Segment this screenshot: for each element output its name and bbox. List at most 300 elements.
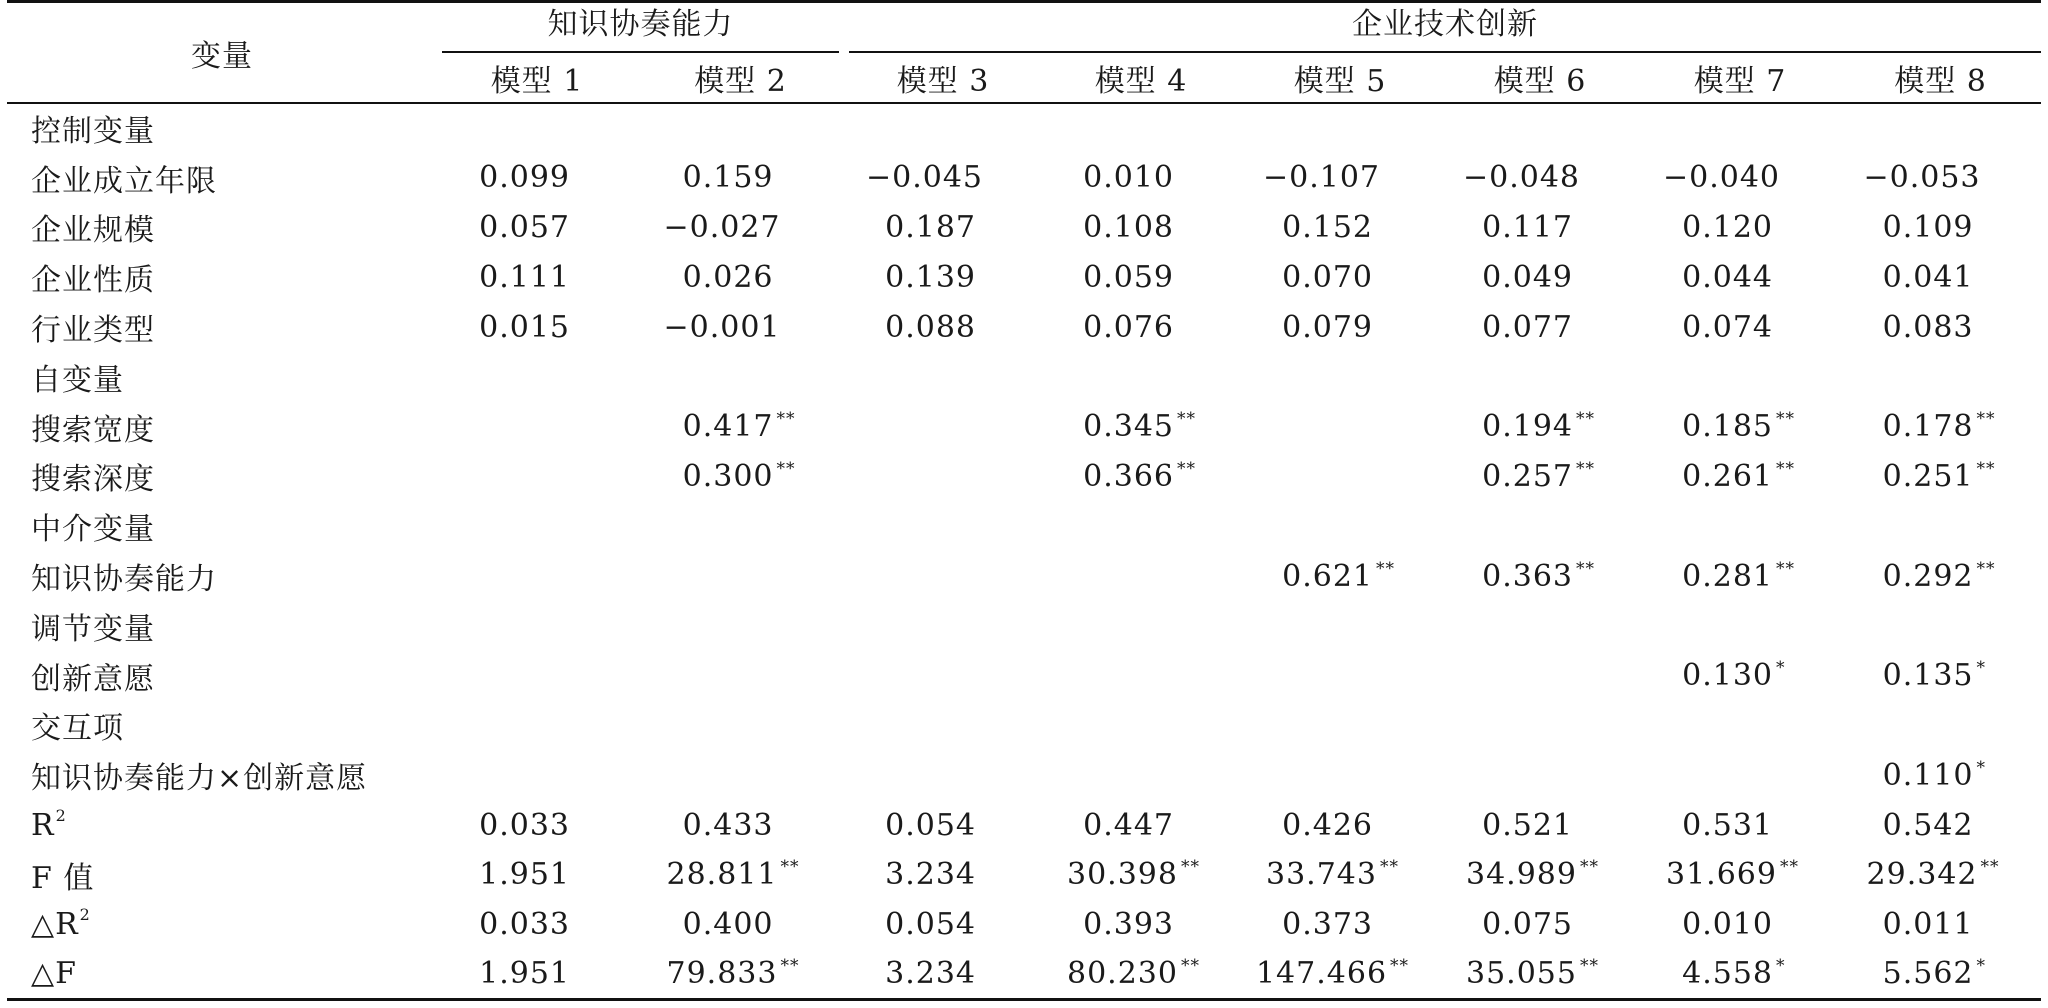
section-label: 自变量 xyxy=(31,362,124,398)
table-row xyxy=(7,950,2041,1000)
coefficient-value: 0.011 xyxy=(1882,907,1974,943)
cell-model-1 xyxy=(437,601,637,651)
coefficient-value: 0.083 xyxy=(1882,309,1974,345)
row-label: 企业规模 xyxy=(31,213,155,249)
cell-model-2 xyxy=(637,850,844,900)
cell-model-5 xyxy=(1240,900,1440,950)
table-row xyxy=(7,800,2041,850)
cell-model-2 xyxy=(637,651,844,701)
significance-marker: ** xyxy=(1576,409,1595,430)
row-label: 创新意愿 xyxy=(31,661,155,697)
cell-model-7 xyxy=(1640,900,1840,950)
row-label: $\triangle R^2$ xyxy=(31,905,91,943)
cell-model-1 xyxy=(437,701,637,751)
cell-model-3 xyxy=(844,551,1042,601)
cell-model-6 xyxy=(1440,850,1640,900)
significance-marker: ** xyxy=(1776,458,1795,479)
cell-model-4 xyxy=(1042,153,1240,203)
cell-model-3 xyxy=(844,302,1042,352)
cell-model-1 xyxy=(437,750,637,800)
row-label: 搜索深度 xyxy=(31,462,155,498)
coefficient-value: 147.466 xyxy=(1255,956,1388,992)
cell-model-8 xyxy=(1840,701,2041,751)
significance-marker: ** xyxy=(1379,857,1399,878)
cell-model-1 xyxy=(437,402,637,452)
cell-model-7 xyxy=(1640,850,1840,900)
coefficient-value: 31.669 xyxy=(1666,857,1777,893)
cell-model-1 xyxy=(437,302,637,352)
significance-marker: ** xyxy=(1576,458,1595,479)
cell-model-2 xyxy=(637,203,844,253)
coefficient-value: 0.135 xyxy=(1882,658,1974,694)
coefficient-value: 0.531 xyxy=(1682,807,1773,843)
model-header-3: 模型 3 xyxy=(844,53,1042,103)
regression-results-table xyxy=(7,0,2041,1001)
cell-model-3 xyxy=(844,950,1042,1000)
coefficient-value: 0.185 xyxy=(1682,409,1773,445)
coefficient-value: 0.074 xyxy=(1682,309,1773,345)
section-label: 控制变量 xyxy=(31,114,155,150)
cell-model-2 xyxy=(637,701,844,751)
coefficient-value: 0.366 xyxy=(1083,458,1174,494)
coefficient-value: −0.040 xyxy=(1662,160,1781,196)
cell-model-7 xyxy=(1640,252,1840,302)
cell-model-1 xyxy=(437,800,637,850)
cell-model-3 xyxy=(844,153,1042,203)
cell-model-2 xyxy=(637,950,844,1000)
coefficient-value: 0.076 xyxy=(1083,309,1174,345)
section-row xyxy=(7,701,2041,751)
coefficient-value: −0.053 xyxy=(1863,160,1981,196)
cell-model-6 xyxy=(1440,800,1640,850)
cell-model-4 xyxy=(1042,352,1240,402)
coefficient-value: −0.001 xyxy=(663,309,781,345)
cell-model-5 xyxy=(1240,701,1440,751)
cell-model-4 xyxy=(1042,203,1240,253)
cell-model-5 xyxy=(1240,501,1440,551)
row-label: 行业类型 xyxy=(31,313,155,349)
coefficient-value: 0.117 xyxy=(1482,209,1573,245)
row-label: 知识协奏能力 xyxy=(31,562,217,598)
coefficient-value: 0.300 xyxy=(682,458,774,494)
coefficient-value: 0.400 xyxy=(682,907,774,943)
coefficient-value: 0.033 xyxy=(479,807,570,843)
cell-model-5 xyxy=(1240,302,1440,352)
cell-model-2 xyxy=(637,452,844,502)
cell-model-2 xyxy=(637,551,844,601)
cell-model-3 xyxy=(844,352,1042,402)
cell-model-2 xyxy=(637,601,844,651)
cell-model-1 xyxy=(437,452,637,502)
cell-model-2 xyxy=(637,402,844,452)
cell-model-8 xyxy=(1840,452,2041,502)
cell-model-8 xyxy=(1840,153,2041,203)
coefficient-value: 4.558 xyxy=(1682,956,1773,992)
cell-model-3 xyxy=(844,601,1042,651)
table-row xyxy=(7,850,2041,900)
cell-model-2 xyxy=(637,252,844,302)
cell-model-3 xyxy=(844,701,1042,751)
coefficient-value: 0.194 xyxy=(1482,409,1573,445)
significance-marker: ** xyxy=(1976,558,1996,579)
cell-model-4 xyxy=(1042,452,1240,502)
cell-model-6 xyxy=(1440,153,1640,203)
coefficient-value: 0.010 xyxy=(1682,907,1773,943)
coefficient-value: 0.426 xyxy=(1282,807,1373,843)
table-row xyxy=(7,252,2041,302)
cell-model-3 xyxy=(844,800,1042,850)
coefficient-value: 0.139 xyxy=(885,259,976,295)
cell-model-1 xyxy=(437,153,637,203)
cell-model-6 xyxy=(1440,252,1640,302)
cell-model-8 xyxy=(1840,252,2041,302)
cell-model-3 xyxy=(844,750,1042,800)
cell-model-1 xyxy=(437,551,637,601)
cell-model-3 xyxy=(844,452,1042,502)
model-header-7: 模型 7 xyxy=(1640,53,1840,103)
cell-model-2 xyxy=(637,352,844,402)
significance-marker: ** xyxy=(1776,558,1795,579)
coefficient-value: 0.088 xyxy=(885,309,976,345)
cell-model-5 xyxy=(1240,252,1440,302)
cell-model-6 xyxy=(1440,651,1640,701)
coefficient-value: 3.234 xyxy=(885,857,976,893)
cell-model-6 xyxy=(1440,900,1640,950)
cell-model-7 xyxy=(1640,352,1840,402)
cell-model-6 xyxy=(1440,402,1640,452)
coefficient-value: 0.542 xyxy=(1882,807,1974,843)
coefficient-value: 0.108 xyxy=(1083,209,1174,245)
section-row xyxy=(7,601,2041,651)
coefficient-value: 0.281 xyxy=(1682,558,1773,594)
coefficient-value: 0.079 xyxy=(1282,309,1373,345)
cell-model-6 xyxy=(1440,203,1640,253)
cell-model-5 xyxy=(1240,601,1440,651)
cell-model-8 xyxy=(1840,651,2041,701)
cell-model-7 xyxy=(1640,800,1840,850)
cell-model-5 xyxy=(1240,800,1440,850)
coefficient-value: 0.059 xyxy=(1083,259,1174,295)
cell-model-8 xyxy=(1840,203,2041,253)
cell-model-2 xyxy=(637,900,844,950)
cell-model-5 xyxy=(1240,750,1440,800)
cell-model-4 xyxy=(1042,402,1240,452)
cell-model-8 xyxy=(1840,900,2041,950)
cell-model-6 xyxy=(1440,352,1640,402)
table-row xyxy=(7,302,2041,352)
cell-model-5 xyxy=(1240,402,1440,452)
cell-model-2 xyxy=(637,302,844,352)
coefficient-value: 80.230 xyxy=(1067,956,1178,992)
significance-marker: * xyxy=(1976,658,1987,679)
cell-model-1 xyxy=(437,203,637,253)
cell-model-6 xyxy=(1440,950,1640,1000)
coefficient-value: 28.811 xyxy=(666,857,778,893)
coefficient-value: 0.057 xyxy=(479,209,570,245)
cell-model-7 xyxy=(1640,651,1840,701)
cell-model-7 xyxy=(1640,501,1840,551)
cell-model-1 xyxy=(437,103,637,153)
cell-model-3 xyxy=(844,203,1042,253)
cell-model-3 xyxy=(844,850,1042,900)
coefficient-value: 5.562 xyxy=(1882,956,1974,992)
cell-model-1 xyxy=(437,352,637,402)
significance-marker: ** xyxy=(1177,409,1196,430)
coefficient-value: 0.251 xyxy=(1882,458,1974,494)
coefficient-value: 0.070 xyxy=(1282,259,1373,295)
coefficient-value: 0.010 xyxy=(1083,160,1174,196)
cell-model-3 xyxy=(844,252,1042,302)
cell-model-6 xyxy=(1440,750,1640,800)
row-label: 搜索宽度 xyxy=(31,412,155,448)
cell-model-6 xyxy=(1440,452,1640,502)
cell-model-3 xyxy=(844,900,1042,950)
cell-model-8 xyxy=(1840,551,2041,601)
cell-model-5 xyxy=(1240,352,1440,402)
cell-model-3 xyxy=(844,402,1042,452)
cell-model-8 xyxy=(1840,352,2041,402)
model-header-8: 模型 8 xyxy=(1840,53,2041,103)
section-label: 中介变量 xyxy=(31,512,155,548)
cell-model-4 xyxy=(1042,651,1240,701)
significance-marker: ** xyxy=(1376,558,1395,579)
cell-model-5 xyxy=(1240,153,1440,203)
cell-model-5 xyxy=(1240,850,1440,900)
cell-model-4 xyxy=(1042,900,1240,950)
coefficient-value: 0.261 xyxy=(1682,458,1773,494)
cell-model-4 xyxy=(1042,850,1240,900)
cell-model-2 xyxy=(637,501,844,551)
coefficient-value: 1.951 xyxy=(479,857,570,893)
cell-model-4 xyxy=(1042,750,1240,800)
cell-model-4 xyxy=(1042,601,1240,651)
cell-model-5 xyxy=(1240,950,1440,1000)
cell-model-2 xyxy=(637,800,844,850)
row-label: 企业成立年限 xyxy=(31,163,217,199)
cell-model-1 xyxy=(437,900,637,950)
coefficient-value: 0.026 xyxy=(682,259,774,295)
cell-model-7 xyxy=(1640,601,1840,651)
cell-model-4 xyxy=(1042,950,1240,1000)
coefficient-value: 1.951 xyxy=(479,956,570,992)
table-row xyxy=(7,551,2041,601)
row-label: 企业性质 xyxy=(31,263,155,299)
cell-model-2 xyxy=(637,153,844,203)
row-label: F 值 xyxy=(31,860,95,896)
coefficient-value: 0.417 xyxy=(682,409,774,445)
cell-model-8 xyxy=(1840,750,2041,800)
coefficient-value: 0.159 xyxy=(682,160,774,196)
cell-model-6 xyxy=(1440,103,1640,153)
cell-model-4 xyxy=(1042,252,1240,302)
coefficient-value: 0.120 xyxy=(1682,209,1773,245)
cell-model-3 xyxy=(844,651,1042,701)
cell-model-4 xyxy=(1042,501,1240,551)
cell-model-5 xyxy=(1240,203,1440,253)
cell-model-7 xyxy=(1640,103,1840,153)
cell-model-8 xyxy=(1840,402,2041,452)
superscript: 2 xyxy=(55,805,67,825)
coefficient-value: 0.393 xyxy=(1083,907,1174,943)
significance-marker: ** xyxy=(1579,857,1599,878)
significance-marker: ** xyxy=(1180,857,1200,878)
cell-model-3 xyxy=(844,501,1042,551)
coefficient-value: 0.077 xyxy=(1482,309,1573,345)
coefficient-value: 0.033 xyxy=(479,907,570,943)
row-label: 知识协奏能力×创新意愿 xyxy=(31,761,368,797)
coefficient-value: 0.054 xyxy=(885,907,976,943)
cell-model-1 xyxy=(437,501,637,551)
cell-model-7 xyxy=(1640,203,1840,253)
table-row xyxy=(7,750,2041,800)
cell-model-4 xyxy=(1042,701,1240,751)
coefficient-value: 0.621 xyxy=(1282,558,1373,594)
cell-model-7 xyxy=(1640,402,1840,452)
cell-model-1 xyxy=(437,252,637,302)
cell-model-7 xyxy=(1640,701,1840,751)
table-row xyxy=(7,452,2041,502)
model-header-2: 模型 2 xyxy=(637,53,844,103)
significance-marker: * xyxy=(1976,757,1987,778)
significance-marker: ** xyxy=(1976,458,1996,479)
coefficient-value: 0.049 xyxy=(1482,259,1573,295)
coefficient-value: 0.054 xyxy=(885,807,976,843)
significance-marker: ** xyxy=(780,956,800,977)
coefficient-value: 0.521 xyxy=(1482,807,1573,843)
significance-marker: ** xyxy=(1980,857,2000,878)
cell-model-4 xyxy=(1042,103,1240,153)
variable-header: 变量 xyxy=(7,2,437,104)
significance-marker: * xyxy=(1776,956,1786,977)
cell-model-6 xyxy=(1440,501,1640,551)
cell-model-7 xyxy=(1640,153,1840,203)
significance-marker: ** xyxy=(1390,956,1410,977)
cell-model-6 xyxy=(1440,551,1640,601)
cell-model-2 xyxy=(637,103,844,153)
coefficient-value: 35.055 xyxy=(1466,956,1577,992)
coefficient-value: 0.041 xyxy=(1882,259,1974,295)
coefficient-value: 0.345 xyxy=(1083,409,1174,445)
cell-model-7 xyxy=(1640,551,1840,601)
significance-marker: ** xyxy=(776,458,796,479)
cell-model-6 xyxy=(1440,302,1640,352)
model-header-1: 模型 1 xyxy=(437,53,637,103)
coefficient-value: 34.989 xyxy=(1466,857,1577,893)
significance-marker: ** xyxy=(776,409,796,430)
table-row xyxy=(7,900,2041,950)
cell-model-1 xyxy=(437,651,637,701)
coefficient-value: 0.110 xyxy=(1882,757,1974,793)
significance-marker: ** xyxy=(1576,558,1595,579)
coefficient-value: 0.363 xyxy=(1482,558,1573,594)
row-label: △F xyxy=(31,956,77,992)
cell-model-8 xyxy=(1840,601,2041,651)
cell-model-6 xyxy=(1440,701,1640,751)
coefficient-value: 0.015 xyxy=(479,309,570,345)
coefficient-value: 0.433 xyxy=(682,807,774,843)
cell-model-7 xyxy=(1640,302,1840,352)
cell-model-1 xyxy=(437,850,637,900)
table-row xyxy=(7,203,2041,253)
coefficient-value: 0.109 xyxy=(1882,209,1974,245)
coefficient-value: −0.045 xyxy=(865,160,984,196)
section-label: 调节变量 xyxy=(31,611,155,647)
coefficient-value: 30.398 xyxy=(1067,857,1178,893)
cell-model-4 xyxy=(1042,302,1240,352)
cell-model-7 xyxy=(1640,950,1840,1000)
coefficient-value: 79.833 xyxy=(666,956,778,992)
coefficient-value: 0.099 xyxy=(479,160,570,196)
cell-model-7 xyxy=(1640,750,1840,800)
group-header-innovation: 企业技术创新 xyxy=(849,3,2041,53)
cell-model-8 xyxy=(1840,850,2041,900)
model-header-5: 模型 5 xyxy=(1240,53,1440,103)
row-label: $R^2$ xyxy=(31,805,67,843)
significance-marker: ** xyxy=(1779,857,1799,878)
coefficient-value: −0.048 xyxy=(1462,160,1581,196)
coefficient-value: 0.111 xyxy=(479,259,570,295)
coefficient-value: 0.447 xyxy=(1083,807,1174,843)
cell-model-8 xyxy=(1840,950,2041,1000)
cell-model-8 xyxy=(1840,800,2041,850)
table-row xyxy=(7,651,2041,701)
coefficient-value: 29.342 xyxy=(1866,857,1978,893)
cell-model-8 xyxy=(1840,302,2041,352)
significance-marker: ** xyxy=(1177,458,1196,479)
cell-model-4 xyxy=(1042,551,1240,601)
cell-model-4 xyxy=(1042,800,1240,850)
significance-marker: * xyxy=(1776,658,1786,679)
section-row xyxy=(7,103,2041,153)
cell-model-6 xyxy=(1440,601,1640,651)
cell-model-2 xyxy=(637,750,844,800)
coefficient-value: 3.234 xyxy=(885,956,976,992)
coefficient-value: 0.130 xyxy=(1682,658,1773,694)
significance-marker: ** xyxy=(1180,956,1200,977)
coefficient-value: 33.743 xyxy=(1266,857,1377,893)
cell-model-1 xyxy=(437,950,637,1000)
cell-model-8 xyxy=(1840,501,2041,551)
cell-model-5 xyxy=(1240,551,1440,601)
section-label: 交互项 xyxy=(31,711,124,747)
significance-marker: ** xyxy=(1776,409,1795,430)
coefficient-value: 0.292 xyxy=(1882,558,1974,594)
table-row xyxy=(7,402,2041,452)
table-row xyxy=(7,153,2041,203)
section-row xyxy=(7,501,2041,551)
cell-model-5 xyxy=(1240,651,1440,701)
model-header-6: 模型 6 xyxy=(1440,53,1640,103)
superscript: 2 xyxy=(79,905,91,925)
model-header-4: 模型 4 xyxy=(1042,53,1240,103)
coefficient-value: −0.107 xyxy=(1262,160,1381,196)
coefficient-value: 0.373 xyxy=(1282,907,1373,943)
cell-model-8 xyxy=(1840,103,2041,153)
significance-marker: ** xyxy=(1976,409,1996,430)
coefficient-value: 0.044 xyxy=(1682,259,1773,295)
group-header-knowledge: 知识协奏能力 xyxy=(442,3,839,53)
significance-marker: ** xyxy=(1579,956,1599,977)
coefficient-value: 0.257 xyxy=(1482,458,1573,494)
coefficient-value: 0.187 xyxy=(885,209,976,245)
cell-model-7 xyxy=(1640,452,1840,502)
cell-model-3 xyxy=(844,103,1042,153)
coefficient-value: 0.075 xyxy=(1482,907,1573,943)
significance-marker: * xyxy=(1976,956,1987,977)
coefficient-value: 0.152 xyxy=(1282,209,1373,245)
cell-model-5 xyxy=(1240,452,1440,502)
coefficient-value: 0.178 xyxy=(1882,409,1974,445)
